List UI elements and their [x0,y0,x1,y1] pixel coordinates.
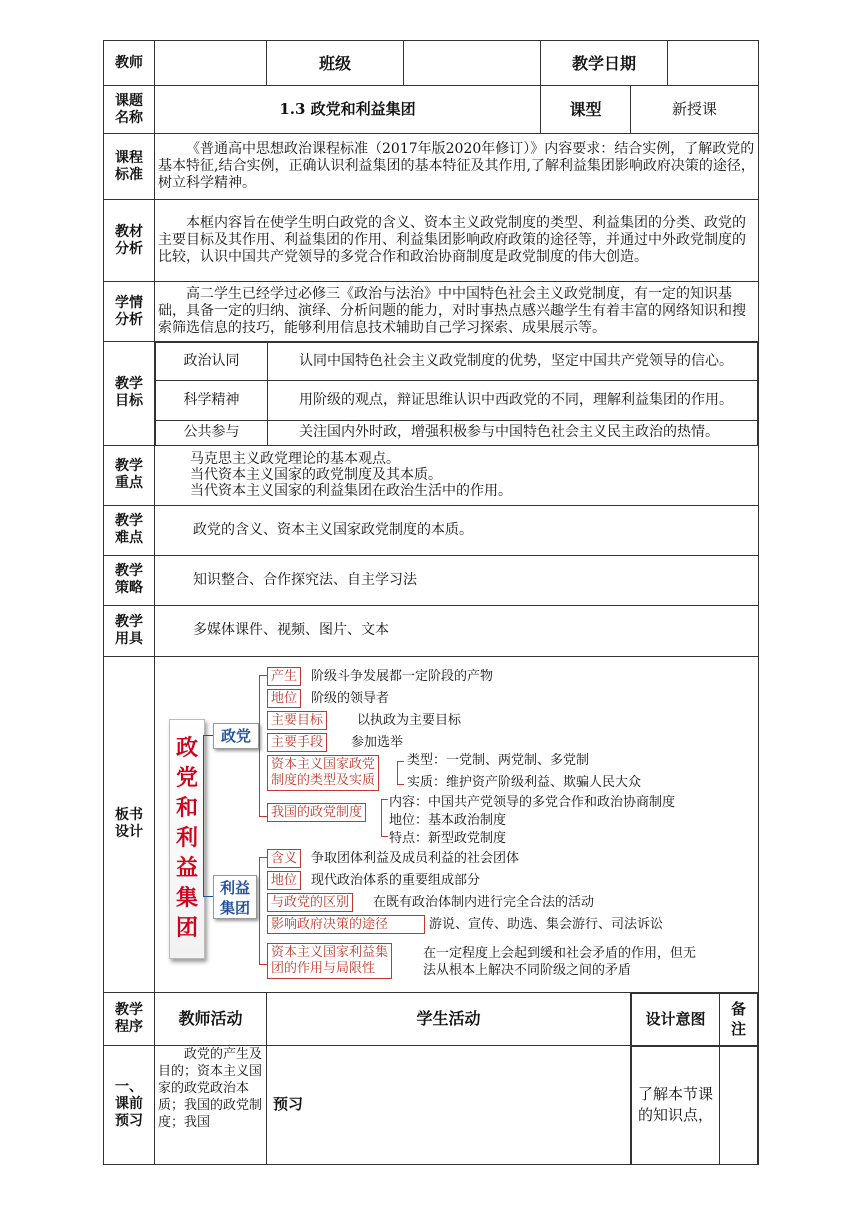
goal-text: 用阶级的观点，辩证思维认识中西政党的不同，理解利益集团的作用。 [268,381,758,421]
board-design-diagram [155,657,758,991]
interest-item-box: 影响政府决策的途径 [267,915,425,934]
class-label: 班级 [267,41,404,86]
interest-item-box: 含义 [267,849,301,868]
strategy-label: 教学 策略 [104,555,155,605]
interest-group-branch: 利益 集团 [213,875,257,919]
goals-table [155,342,758,445]
interest-role-box: 资本主义国家利益集 团的作用与局限性 [267,943,392,979]
goal-item [156,381,758,421]
party-item-desc: 参加选举 [351,735,404,750]
difficulties-label: 教学 难点 [104,505,155,555]
party-item-box: 主要目标 [267,711,327,730]
col-teacher-activity: 教师活动 [155,992,267,1045]
interest-role-desc: 在一定程度上会起到缓和社会矛盾的作用，但无 法从根本上解决不同阶级之间的矛盾 [423,946,697,978]
key-points-row [104,445,759,505]
capitalist-type: 类型：一党制、两党制、多党制 [407,753,590,768]
step1-design-intent: 了解本节课的知识点， [632,1046,720,1164]
capitalist-party-box: 资本主义国家政党 制度的类型及实质 [267,755,379,791]
goal-name: 科学精神 [156,381,268,421]
standard-label: 课程 标准 [104,134,155,200]
tools-row [104,605,759,656]
lesson-plan-table [103,40,759,1165]
interest-item-box: 与政党的区别 [267,893,353,912]
party-branch: 政党 [213,723,259,749]
standard-text: 《普通高中思想政治课程标准（2017年版2020年修订）》内容要求：结合实例，了解政党的基本特征,结合实例，正确认识利益集团的基本特征及其作用,了解利益集团影响政府决策的途径，树立科学精神。 [155,134,759,200]
procedure-label: 教学 程序 [104,992,155,1045]
party-item-desc: 以执政为主要目标 [357,713,462,728]
step1-label: 一、 课前 预习 [104,1045,155,1164]
students-label: 学情 分析 [104,282,155,342]
difficulties-row [104,505,759,555]
goal-text: 关注国内外时政，增强积极参与中国特色社会主义民主政治的热情。 [268,421,758,445]
key-point-line: 马克思主义政党理论的基本观点。 [190,451,400,467]
china-status: 地位：基本政治制度 [389,813,507,828]
material-text: 本框内容旨在使学生明白政党的含义、资本主义政党制度的类型、利益集团的分类、政党的主要目标及其作用、利益集团的作用、利益集团影响政府政策的途径等，并通过中外政党制度的比较，认识中国共产党领导的多党合作和政治协商制度是政党制度的伟大创造。 [155,200,759,282]
students-text: 高二学生已经学过必修三《政治与法治》中中国特色社会主义政党制度，有一定的知识基础，具备一定的归纳、演绎、分析问题的能力，对时事热点感兴趣学生有着丰富的网络知识和搜索筛选信息的技巧，能够利用信息技术辅助自己学习探索、成果展示等。 [155,282,759,342]
teacher-label: 教师 [104,41,155,86]
capitalist-bracket [397,761,404,785]
topic-row [104,86,759,134]
material-row [104,200,759,282]
col-student-activity: 学生活动 [267,992,631,1045]
board-label: 板书 设计 [104,656,155,992]
step1-row [104,1045,759,1164]
key-points-label: 教学 重点 [104,445,155,505]
date-value [668,41,759,86]
interest-item-desc: 游说、宣传、助选、集会游行、司法诉讼 [429,917,664,932]
party-item-desc: 阶级斗争发展都一定阶段的产物 [311,669,494,684]
goal-name: 政治认同 [156,343,268,381]
key-points-lines [155,445,759,505]
interest-item-desc: 争取团体利益及成员利益的社会团体 [311,851,520,866]
board-main-title: 政 党 和 利 益 集 团 [169,719,205,959]
party-item-box: 主要手段 [267,733,327,752]
col-note: 备 注 [720,993,758,1045]
teacher-value [155,41,267,86]
step1-note [720,1046,758,1164]
goal-item [156,421,758,445]
interest-item-desc: 现代政治体系的重要组成部分 [311,873,481,888]
step1-student-activity: 预习 [267,1045,631,1164]
board-row [104,656,759,992]
goals-row [104,342,759,446]
interest-item-box: 地位 [267,871,301,890]
china-party-box: 我国的政党制度 [267,803,366,822]
standard-row [104,134,759,200]
class-value [404,41,541,86]
party-item-box: 地位 [267,689,301,708]
procedure-header-row [104,992,759,1045]
interest-item-desc: 在既有政治体制内进行完全合法的活动 [373,895,595,910]
topic-label: 课题 名称 [104,86,155,134]
main-bracket [203,735,214,897]
tools-text: 多媒体课件、视频、图片、文本 [155,605,759,656]
party-item-box: 产生 [267,667,301,686]
key-point-line: 当代资本主义国家的利益集团在政治生活中的作用。 [190,483,512,499]
step1-teacher-activity: 政党的产生及目的；资本主义国家的政党政治本质；我国的政党制度；我国 [155,1045,267,1164]
header-row [104,41,759,86]
strategy-text: 知识整合、合作探究法、自主学习法 [155,555,759,605]
china-bracket [381,799,388,837]
goal-text: 认同中国特色社会主义政党制度的优势，坚定中国共产党领导的信心。 [268,343,758,381]
students-row [104,282,759,342]
capitalist-essence: 实质：维护资产阶级利益、欺骗人民大众 [407,775,642,790]
goal-item [156,343,758,381]
type-label: 课型 [541,86,631,134]
party-item-desc: 阶级的领导者 [311,691,390,706]
tools-label: 教学 用具 [104,605,155,656]
goal-name: 公共参与 [156,421,268,445]
goals-label: 教学 目标 [104,342,155,446]
date-label: 教学日期 [541,41,668,86]
difficulties-text: 政党的含义、资本主义国家政党制度的本质。 [155,505,759,555]
china-content: 内容：中国共产党领导的多党合作和政治协商制度 [389,795,676,810]
material-label: 教材 分析 [104,200,155,282]
type-value: 新授课 [631,86,759,134]
china-feature: 特点：新型政党制度 [389,831,507,846]
col-design-intent: 设计意图 [632,993,720,1045]
lesson-plan-page [103,40,758,1165]
key-point-line: 当代资本主义国家的政党制度及其本质。 [190,467,442,483]
strategy-row [104,555,759,605]
topic-title: 1.3 政党和利益集团 [155,86,541,134]
